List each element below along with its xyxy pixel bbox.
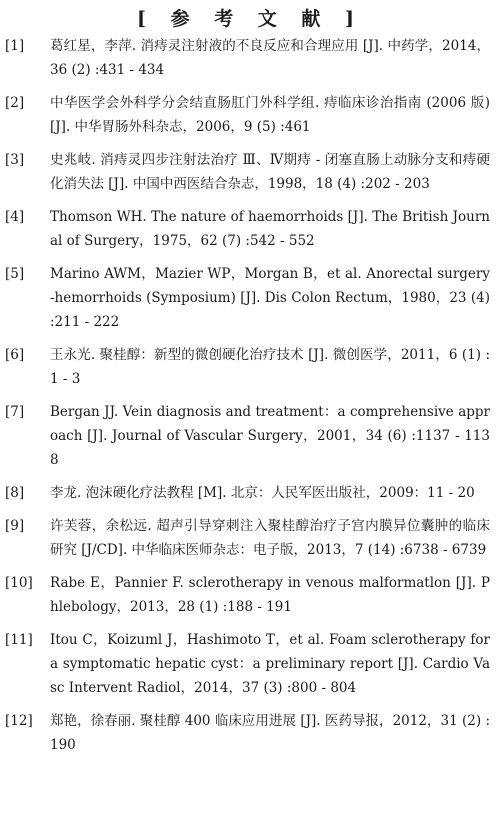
reference-text: 郑艳，徐春丽. 聚桂醇 400 临床应用进展 [J]. 医药导报，2012，31 (2) :190 (50, 713, 490, 753)
reference-text: 王永光. 聚桂醇：新型的微创硬化治疗技术 [J]. 微创医学，2011，6 (1) :1 - 3 (50, 347, 490, 387)
reference-text: Thomson WH. The nature of haemorrhoids [J]. The British Journal of Surgery，1975，62 (7) :542 - 552 (50, 209, 490, 249)
reference-list (0, 34, 500, 757)
reference-text: 许芙蓉，余松远. 超声引导穿刺注入聚桂醇治疗子宫内膜异位囊肿的临床研究 [J/CD]. 中华临床医师杂志：电子版，2013，7 (14) :6738 - 6739 (50, 518, 490, 558)
reference-number: [8] (5, 485, 25, 501)
reference-text: Bergan JJ. Vein diagnosis and treatment：a comprehensive approach [J]. Journal of Vascular Surgery，2001，34 (6) :1137 - 1138 (50, 404, 490, 468)
reference-number: [6] (5, 347, 25, 363)
reference-text: 李龙. 泡沫硬化疗法教程 [M]. 北京：人民军医出版社，2009：11 - 20 (50, 485, 475, 501)
reference-item (0, 91, 500, 139)
reference-item (0, 262, 500, 334)
reference-text: 史兆岐. 消痔灵四步注射法治疗 Ⅲ、Ⅳ期痔 - 闭塞直肠上动脉分支和痔硬化消失法 [J]. 中国中西医结合杂志，1998，18 (4) :202 - 203 (50, 152, 490, 192)
reference-text: Rabe E，Pannier F. sclerotherapy in venous malformatlon [J]. Phlebology，2013，28 (1) :188 - 191 (50, 575, 490, 615)
reference-number: [11] (5, 632, 33, 648)
reference-number: [5] (5, 266, 25, 282)
reference-number: [9] (5, 518, 25, 534)
reference-item (0, 514, 500, 562)
reference-item (0, 34, 500, 82)
reference-number: [3] (5, 152, 25, 168)
reference-number: [7] (5, 404, 25, 420)
reference-number: [1] (5, 38, 25, 54)
reference-item (0, 148, 500, 196)
reference-item (0, 571, 500, 619)
reference-number: [12] (5, 713, 33, 729)
reference-number: [4] (5, 209, 25, 225)
references-heading: [ 参 考 文 献 ] (136, 8, 364, 30)
reference-text: 中华医学会外科学分会结直肠肛门外科学组. 痔临床诊治指南 (2006 版) [J]. 中华胃肠外科杂志，2006，9 (5) :461 (50, 95, 490, 135)
reference-text: Marino AWM，Mazier WP，Morgan B，et al. Anorectal surgery-hemorrhoids (Symposium) [J]. Dis Colon Rectum，1980，23 (4) :211 - 222 (50, 266, 490, 330)
reference-number: [10] (5, 575, 33, 591)
reference-text: 葛红星，李萍. 消痔灵注射液的不良反应和合理应用 [J]. 中药学，2014，36 (2) :431 - 434 (50, 38, 490, 78)
reference-item (0, 709, 500, 757)
reference-item (0, 205, 500, 253)
reference-number: [2] (5, 95, 25, 111)
reference-item (0, 628, 500, 700)
reference-item (0, 343, 500, 391)
reference-text: Itou C，Koizuml J，Hashimoto T，et al. Foam sclerotherapy for a symptomatic hepatic cyst：a preliminary report [J]. Cardio Vasc Intervent Radiol，2014，37 (3) :800 - 804 (50, 632, 490, 696)
reference-item (0, 481, 500, 505)
reference-item (0, 400, 500, 472)
